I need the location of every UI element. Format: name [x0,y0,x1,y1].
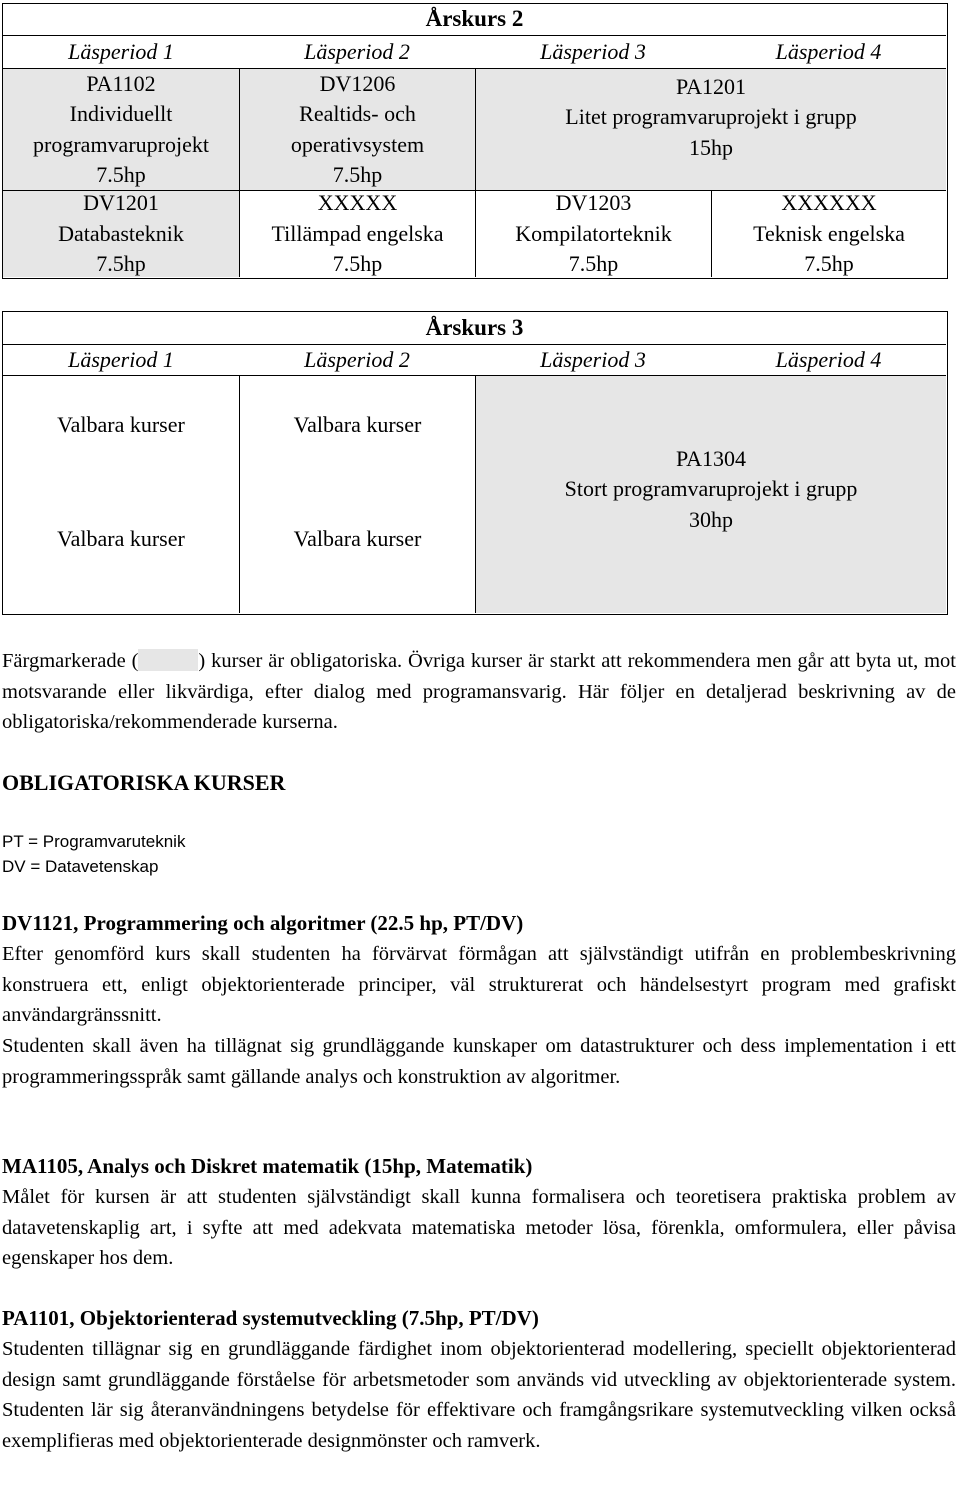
elective-label: Valbara kurser [293,412,422,438]
course-credits: 7.5hp [568,251,619,277]
year3-table [2,311,948,615]
course-name: Kompilatorteknik [515,220,672,246]
course-xxxxx [239,190,475,277]
legend-text-before: Färgmarkerade ( [2,650,139,672]
year2-period-4: Läsperiod 4 [711,35,946,68]
year3-period-3: Läsperiod 3 [475,344,711,375]
course-pa1201 [475,68,946,190]
course-name-line1: Individuellt [69,101,173,126]
year2-table [2,3,948,279]
course-heading-ma1105: MA1105, Analys och Diskret matematik (15hp, Matematik) [2,1154,533,1178]
course-credits: 30hp [689,506,733,532]
course-code: XXXXX [317,190,398,216]
course-name: Litet programvaruprojekt i grupp [565,104,857,130]
elective-1-2 [239,375,475,499]
course-code: DV1206 [319,70,396,96]
course-desc-ma1105: Målet för kursen är att studenten självständigt skall kunna formalisera och teoretisera praktiska problem av datavetenskaplig art, i syfte att med adekvata matematiska metoder lösa, förenkla, omformulera, eller påvisa egenskaper hos dem. [2,1186,956,1269]
year2-period-3: Läsperiod 3 [475,35,711,68]
abbrev-dv: DV = Datavetenskap [2,857,159,876]
course-name: Teknisk engelska [753,220,905,246]
course-code: PA1102 [86,70,156,96]
elective-2-1 [3,499,239,613]
course-name: Databasteknik [58,220,184,246]
course-heading-pa1101: PA1101, Objektorienterad systemutveckling (7.5hp, PT/DV) [2,1306,539,1330]
course-dv1203 [475,190,711,277]
elective-1-1 [3,375,239,499]
year2-period-2: Läsperiod 2 [239,35,475,68]
course-name-line2: programvaruprojekt [33,131,209,157]
section-title: OBLIGATORISKA KURSER [2,770,286,795]
color-swatch [138,649,198,671]
year2-period-1: Läsperiod 1 [3,35,239,68]
legend-paragraph [2,646,956,738]
course-credits: 7.5hp [96,251,146,277]
course-pa1102 [3,68,239,190]
course-credits: 7.5hp [332,162,383,187]
year3-period-2: Läsperiod 2 [239,344,475,375]
course-dv1206 [239,68,475,190]
elective-label: Valbara kurser [293,525,422,551]
course-credits: 7.5hp [804,251,854,277]
course-desc-dv1121-p1: Efter genomförd kurs skall studenten ha förvärvat förmågan att självständigt utifrån en problembeskrivning konstruera ett, enligt objektorienterade principer, väl strukturerat och händelsestyrt program med grafiskt användargränssnitt. [2,943,956,1026]
course-code: DV1201 [83,190,159,216]
course-heading-dv1121: DV1121, Programmering och algoritmer (22.5 hp, PT/DV) [2,911,524,935]
course-name: Stort programvaruprojekt i grupp [564,476,858,502]
course-credits: 7.5hp [332,251,383,277]
course-name-line2: operativsystem [290,131,425,157]
course-xxxxxx [711,190,946,277]
course-desc-dv1121-p2: Studenten skall även ha tillägnat sig grundläggande kunskaper om datastrukturer och dess implementation i ett programmeringsspråk samt gällande analys och konstruktion av algoritmer. [2,1035,956,1088]
legend-text-after: ) kurser är obligatoriska. Övriga kurser är starkt att rekommendera men går att byta ut, mot motsvarande eller likvärdiga, efter dialog med programansvarig. Här följer en detaljerad beskrivning av de obligatoriska/rekommenderade kurserna. [2,650,956,733]
course-name: Tillämpad engelska [271,220,444,246]
year3-title: Årskurs 3 [425,314,524,340]
course-dv1201 [3,190,239,277]
course-code: XXXXXX [781,190,877,216]
elective-label: Valbara kurser [57,412,185,438]
elective-2-2 [239,499,475,613]
course-code: DV1203 [555,190,632,216]
course-credits: 15hp [689,134,733,160]
course-credits: 7.5hp [96,162,146,187]
elective-label: Valbara kurser [57,525,185,551]
year3-period-4: Läsperiod 4 [711,344,946,375]
course-code: PA1304 [675,445,747,471]
year3-period-1: Läsperiod 1 [3,344,239,375]
year2-title: Årskurs 2 [425,6,524,32]
course-desc-pa1101: Studenten tillägnar sig en grundläggande färdighet inom objektorienterad modellering, speciellt objektorienterad design samt grundläggande förståelse för arbetsmetoder som används vid utveckling av objektorienterade system. Studenten lär sig återanvändningens betydelse för effektivare och framgångsrikare systemutveckling vilken också exemplifieras med objektorienterade designmönster och ramverk. [2,1338,956,1452]
course-pa1304 [475,375,946,613]
course-code: PA1201 [675,73,747,99]
abbrev-pt: PT = Programvaruteknik [2,832,186,851]
course-name-line1: Realtids- och [299,101,416,126]
